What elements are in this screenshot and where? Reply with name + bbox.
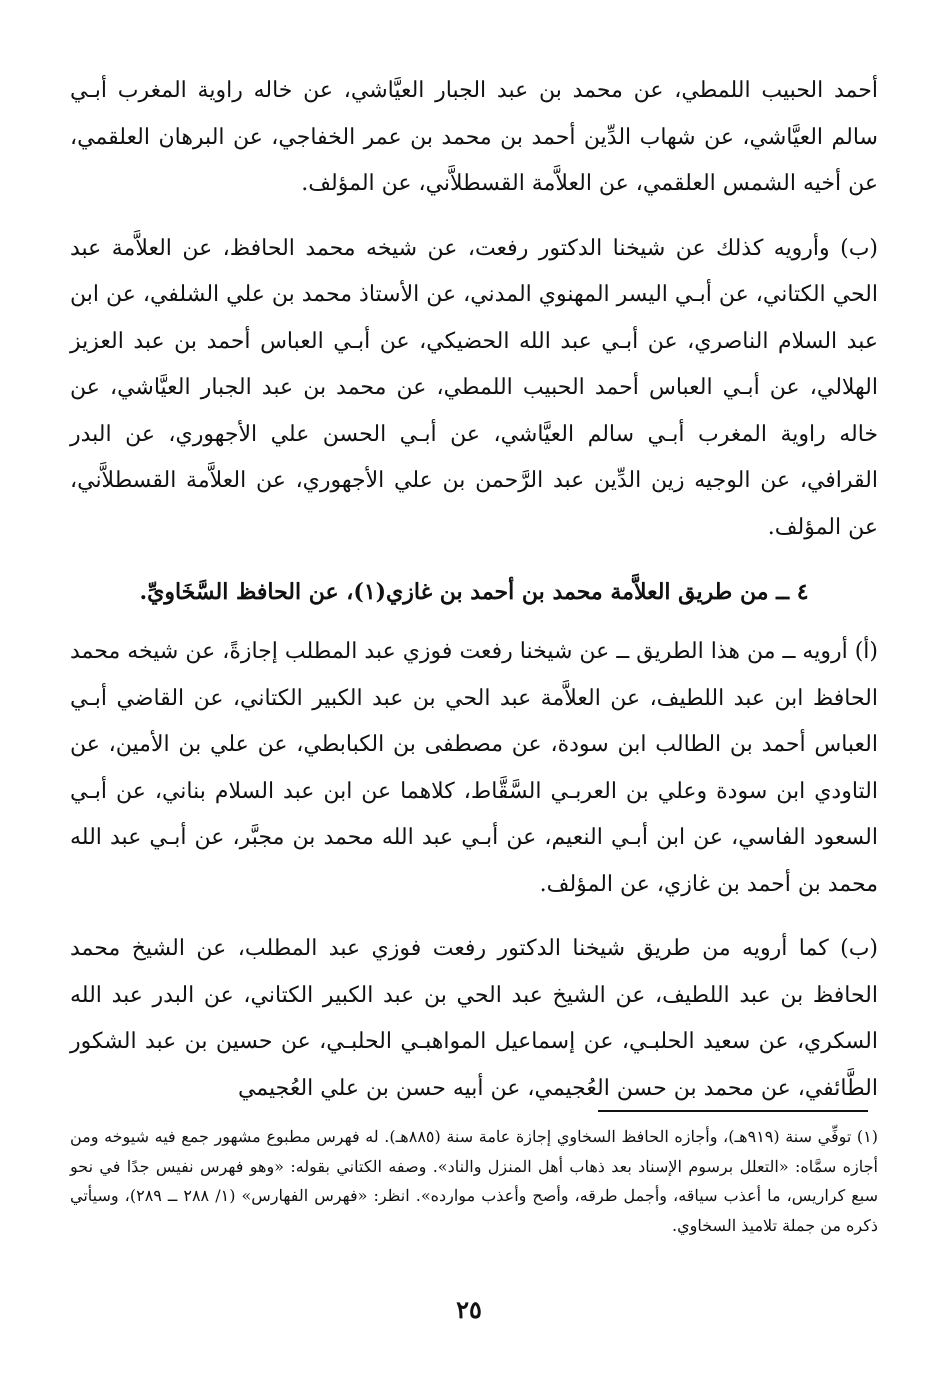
footnote [70,1122,878,1240]
paragraph-a-second-chain: (أ) أرويه ــ من هذا الطريق ــ عن شيخنا رفعت فوزي عبد المطلب إجازةً، عن شيخه محمد الحافظ ابن عبد اللطيف، عن العلاَّمة عبد الحي بن عبد الكبير الكتاني، عن القاضي أبـي العباس أحمد بن الطالب ابن سودة، عن مصطفى بن الكبابطي، عن علي بن الأمين، عن التاودي ابن سودة وعلي بن العربـي السَّقَّاط، كلاهما عن ابن عبد السلام بناني، عن أبـي السعود الفاسي، عن ابن أبـي النعيم، عن أبـي عبد الله محمد بن مجبَّر، عن أبـي عبد الله محمد بن أحمد بن غازي، عن المؤلف. [70,639,878,897]
paragraph-continuation: أحمد الحبيب اللمطي، عن محمد بن عبد الجبار العيَّاشي، عن خاله راوية المغرب أبـي سالم العيَّاشي، عن شهاب الدِّين أحمد بن محمد بن عمر الخفاجي، عن البرهان العلقمي، عن أخيه الشمس العلقمي، عن العلاَّمة القسطلاَّني، عن المؤلف. [70,78,878,196]
paragraph-b-first-chain: (ب) وأرويه كذلك عن شيخنا الدكتور رفعت، عن شيخه محمد الحافظ، عن العلاَّمة عبد الحي الكتاني، عن أبـي اليسر المهنوي المدني، عن الأستاذ محمد بن علي الشلفي، عن ابن عبد السلام الناصري، عن أبـي عبد الله الحضيكي، عن أبـي العباس أحمد بن عبد العزيز الهلالي، عن أبـي العباس أحمد الحبيب اللمطي، عن محمد بن عبد الجبار العيَّاشي، عن خاله راوية المغرب أبـي سالم العيَّاشي، عن أبـي الحسن علي الأجهوري، عن البدر القرافي، عن الوجيه زين الدِّين عبد الرَّحمن بن علي الأجهوري، عن العلاَّمة القسطلاَّني، عن المؤلف. [70,235,878,540]
paragraph-b-second-chain: (ب) كما أرويه من طريق شيخنا الدكتور رفعت فوزي عبد المطلب، عن الشيخ محمد الحافظ بن عبد اللطيف، عن الشيخ عبد الحي بن عبد الكبير الكتاني، عن البدر عبد الله السكري، عن سعيد الحلبـي، عن إسماعيل المواهبـي الحلبـي، عن حسين بن عبد الشكور الطَّائفي، عن محمد بن حسن العُجيمي، عن أبيه حسن بن علي العُجيمي [70,936,878,1101]
section-heading: ٤ ــ من طريق العلاَّمة محمد بن أحمد بن غازي(١)، عن الحافظ السَّخَاويِّ. [139,579,809,605]
footnote-divider [598,1110,868,1112]
page-number: ٢٥ [456,1295,482,1324]
main-text [70,68,878,1101]
footnote-text: (١) توفِّي سنة (٩١٩هـ)، وأجازه الحافظ السخاوي إجازة عامة سنة (٨٨٥هـ). له فهرس مطبوع مشهور جمع فيه شيوخه ومن أجازه سمَّاه: «التعلل برسوم الإسناد بعد ذهاب أهل المنزل والناد». وصفه الكتاني بقوله: «وهو فهرس نفيس جدًا في نحو سبع كراريس، ما أعذب سياقه، وأجمل طرقه، وأصح وأعذب موارده». انظر: «فهرس الفهارس» (١/ ٢٨٨ ــ ٢٨٩)، وسيأتي ذكره من جملة تلاميذ السخاوي. [70,1127,879,1235]
page-body [70,68,878,1101]
